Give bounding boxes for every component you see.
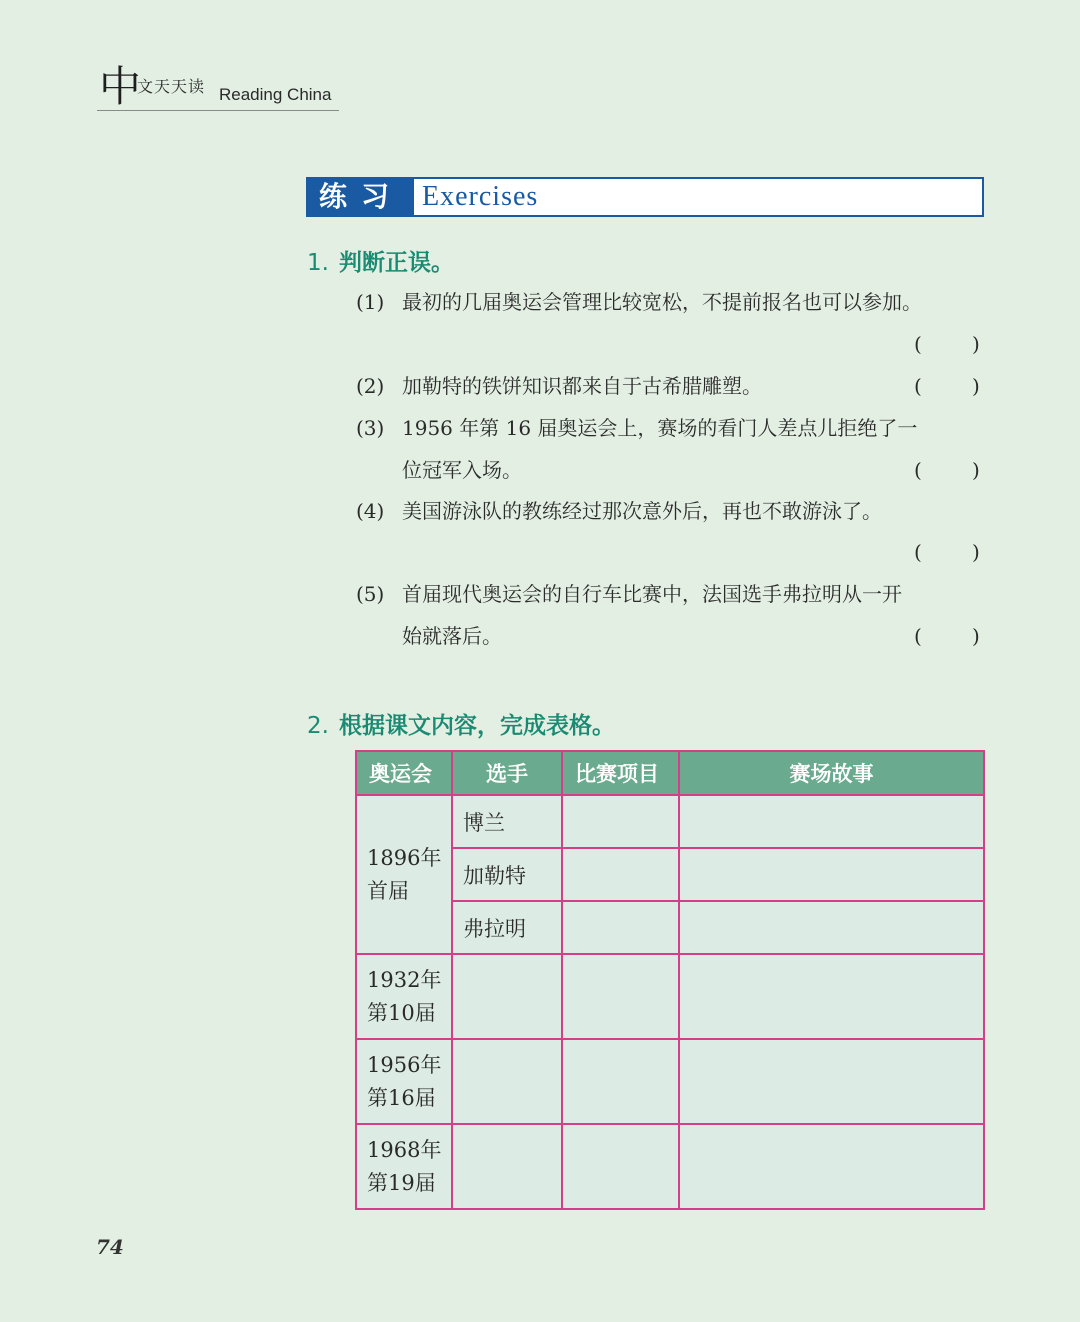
page-number: 74 xyxy=(96,1235,124,1259)
column-header-athlete: 选手 xyxy=(452,751,562,795)
item-index: (2) xyxy=(356,374,385,398)
athlete-cell[interactable] xyxy=(452,1124,562,1209)
item-index: (1) xyxy=(356,290,385,314)
item-index: (3) xyxy=(356,416,385,440)
event-cell[interactable] xyxy=(562,848,679,901)
item-text: 美国游泳队的教练经过那次意外后，再也不敢游泳了。 xyxy=(402,499,882,523)
table-row xyxy=(356,795,984,848)
event-cell[interactable] xyxy=(562,901,679,954)
item-index: (4) xyxy=(356,499,385,523)
games-cell: 1956年 第16届 xyxy=(356,1039,452,1124)
item-text: 最初的几届奥运会管理比较宽松，不提前报名也可以参加。 xyxy=(402,290,922,314)
athlete-cell: 弗拉明 xyxy=(452,901,562,954)
event-cell[interactable] xyxy=(562,1124,679,1209)
item-text: 1956 年第 16 届奥运会上，赛场的看门人差点儿拒绝了一 xyxy=(402,416,918,440)
games-cell: 1932年 第10届 xyxy=(356,954,452,1039)
games-cell: 1896年 首届 xyxy=(356,795,452,954)
section-2-title: 根据课文内容，完成表格。 xyxy=(338,713,615,739)
exercises-label: Exercises xyxy=(422,181,539,212)
item-text: 始就落后。 xyxy=(402,624,502,648)
story-cell[interactable] xyxy=(679,1124,984,1209)
story-cell[interactable] xyxy=(679,901,984,954)
table-header-row xyxy=(356,751,984,795)
section-2-heading xyxy=(307,707,615,740)
event-cell[interactable] xyxy=(562,954,679,1039)
athlete-cell[interactable] xyxy=(452,1039,562,1124)
story-cell[interactable] xyxy=(679,848,984,901)
games-cell: 1968年 第19届 xyxy=(356,1124,452,1209)
textbook-page: 中 文天天读 Reading China 练习 Exercises 1. 判断正误。 (1) 最初的几届奥运会管理比较宽松，不提前报名也可以参加。 ( ) (2) 加勒特的铁饼知识都来自于古希腊雕塑。 ( ) (3) 1956 年第 16 届奥运会上，赛场的看门人差点儿拒绝了一 位冠军入场。 ( ) (4) 美国游泳队的教练经过那次意外后，再也不敢游泳了。 ( ) (5) 首届现代奥运会的自行车比赛中，法国选手弗拉明从一开 始就落后。 ( ) 2. 根据课文内容，完成表格。 奥运会 选手 比赛项目 赛场故事 1896年 首届 博兰 加勒特 弗拉明 1932年 第10届 1956年 第16届 1968年 第19届 74 xyxy=(0,0,1080,1322)
event-cell[interactable] xyxy=(562,795,679,848)
exercises-tag: 练习 xyxy=(308,179,414,215)
athlete-cell: 加勒特 xyxy=(452,848,562,901)
header-logo-char: 中 xyxy=(99,62,142,111)
column-header-story: 赛场故事 xyxy=(679,751,984,795)
olympics-table xyxy=(355,750,985,1210)
exercises-banner xyxy=(306,177,984,217)
athlete-cell[interactable] xyxy=(452,954,562,1039)
table-row xyxy=(356,954,984,1039)
item-text: 首届现代奥运会的自行车比赛中，法国选手弗拉明从一开 xyxy=(402,582,902,606)
athlete-cell: 博兰 xyxy=(452,795,562,848)
story-cell[interactable] xyxy=(679,1039,984,1124)
section-2-number: 2. xyxy=(307,713,329,739)
item-text: 加勒特的铁饼知识都来自于古希腊雕塑。 xyxy=(402,374,762,398)
section-1-heading xyxy=(307,244,454,277)
table-row xyxy=(356,1124,984,1209)
story-cell[interactable] xyxy=(679,954,984,1039)
column-header-event: 比赛项目 xyxy=(562,751,679,795)
running-header xyxy=(97,62,339,111)
item-index: (5) xyxy=(356,582,385,606)
section-1-number: 1. xyxy=(307,250,329,276)
story-cell[interactable] xyxy=(679,795,984,848)
section-1-title: 判断正误。 xyxy=(338,250,454,276)
header-english-title: Reading China xyxy=(219,85,332,104)
event-cell[interactable] xyxy=(562,1039,679,1124)
header-series-title: 文天天读 xyxy=(137,77,206,96)
column-header-games: 奥运会 xyxy=(356,751,452,795)
table-row xyxy=(356,1039,984,1124)
item-text: 位冠军入场。 xyxy=(402,458,522,482)
